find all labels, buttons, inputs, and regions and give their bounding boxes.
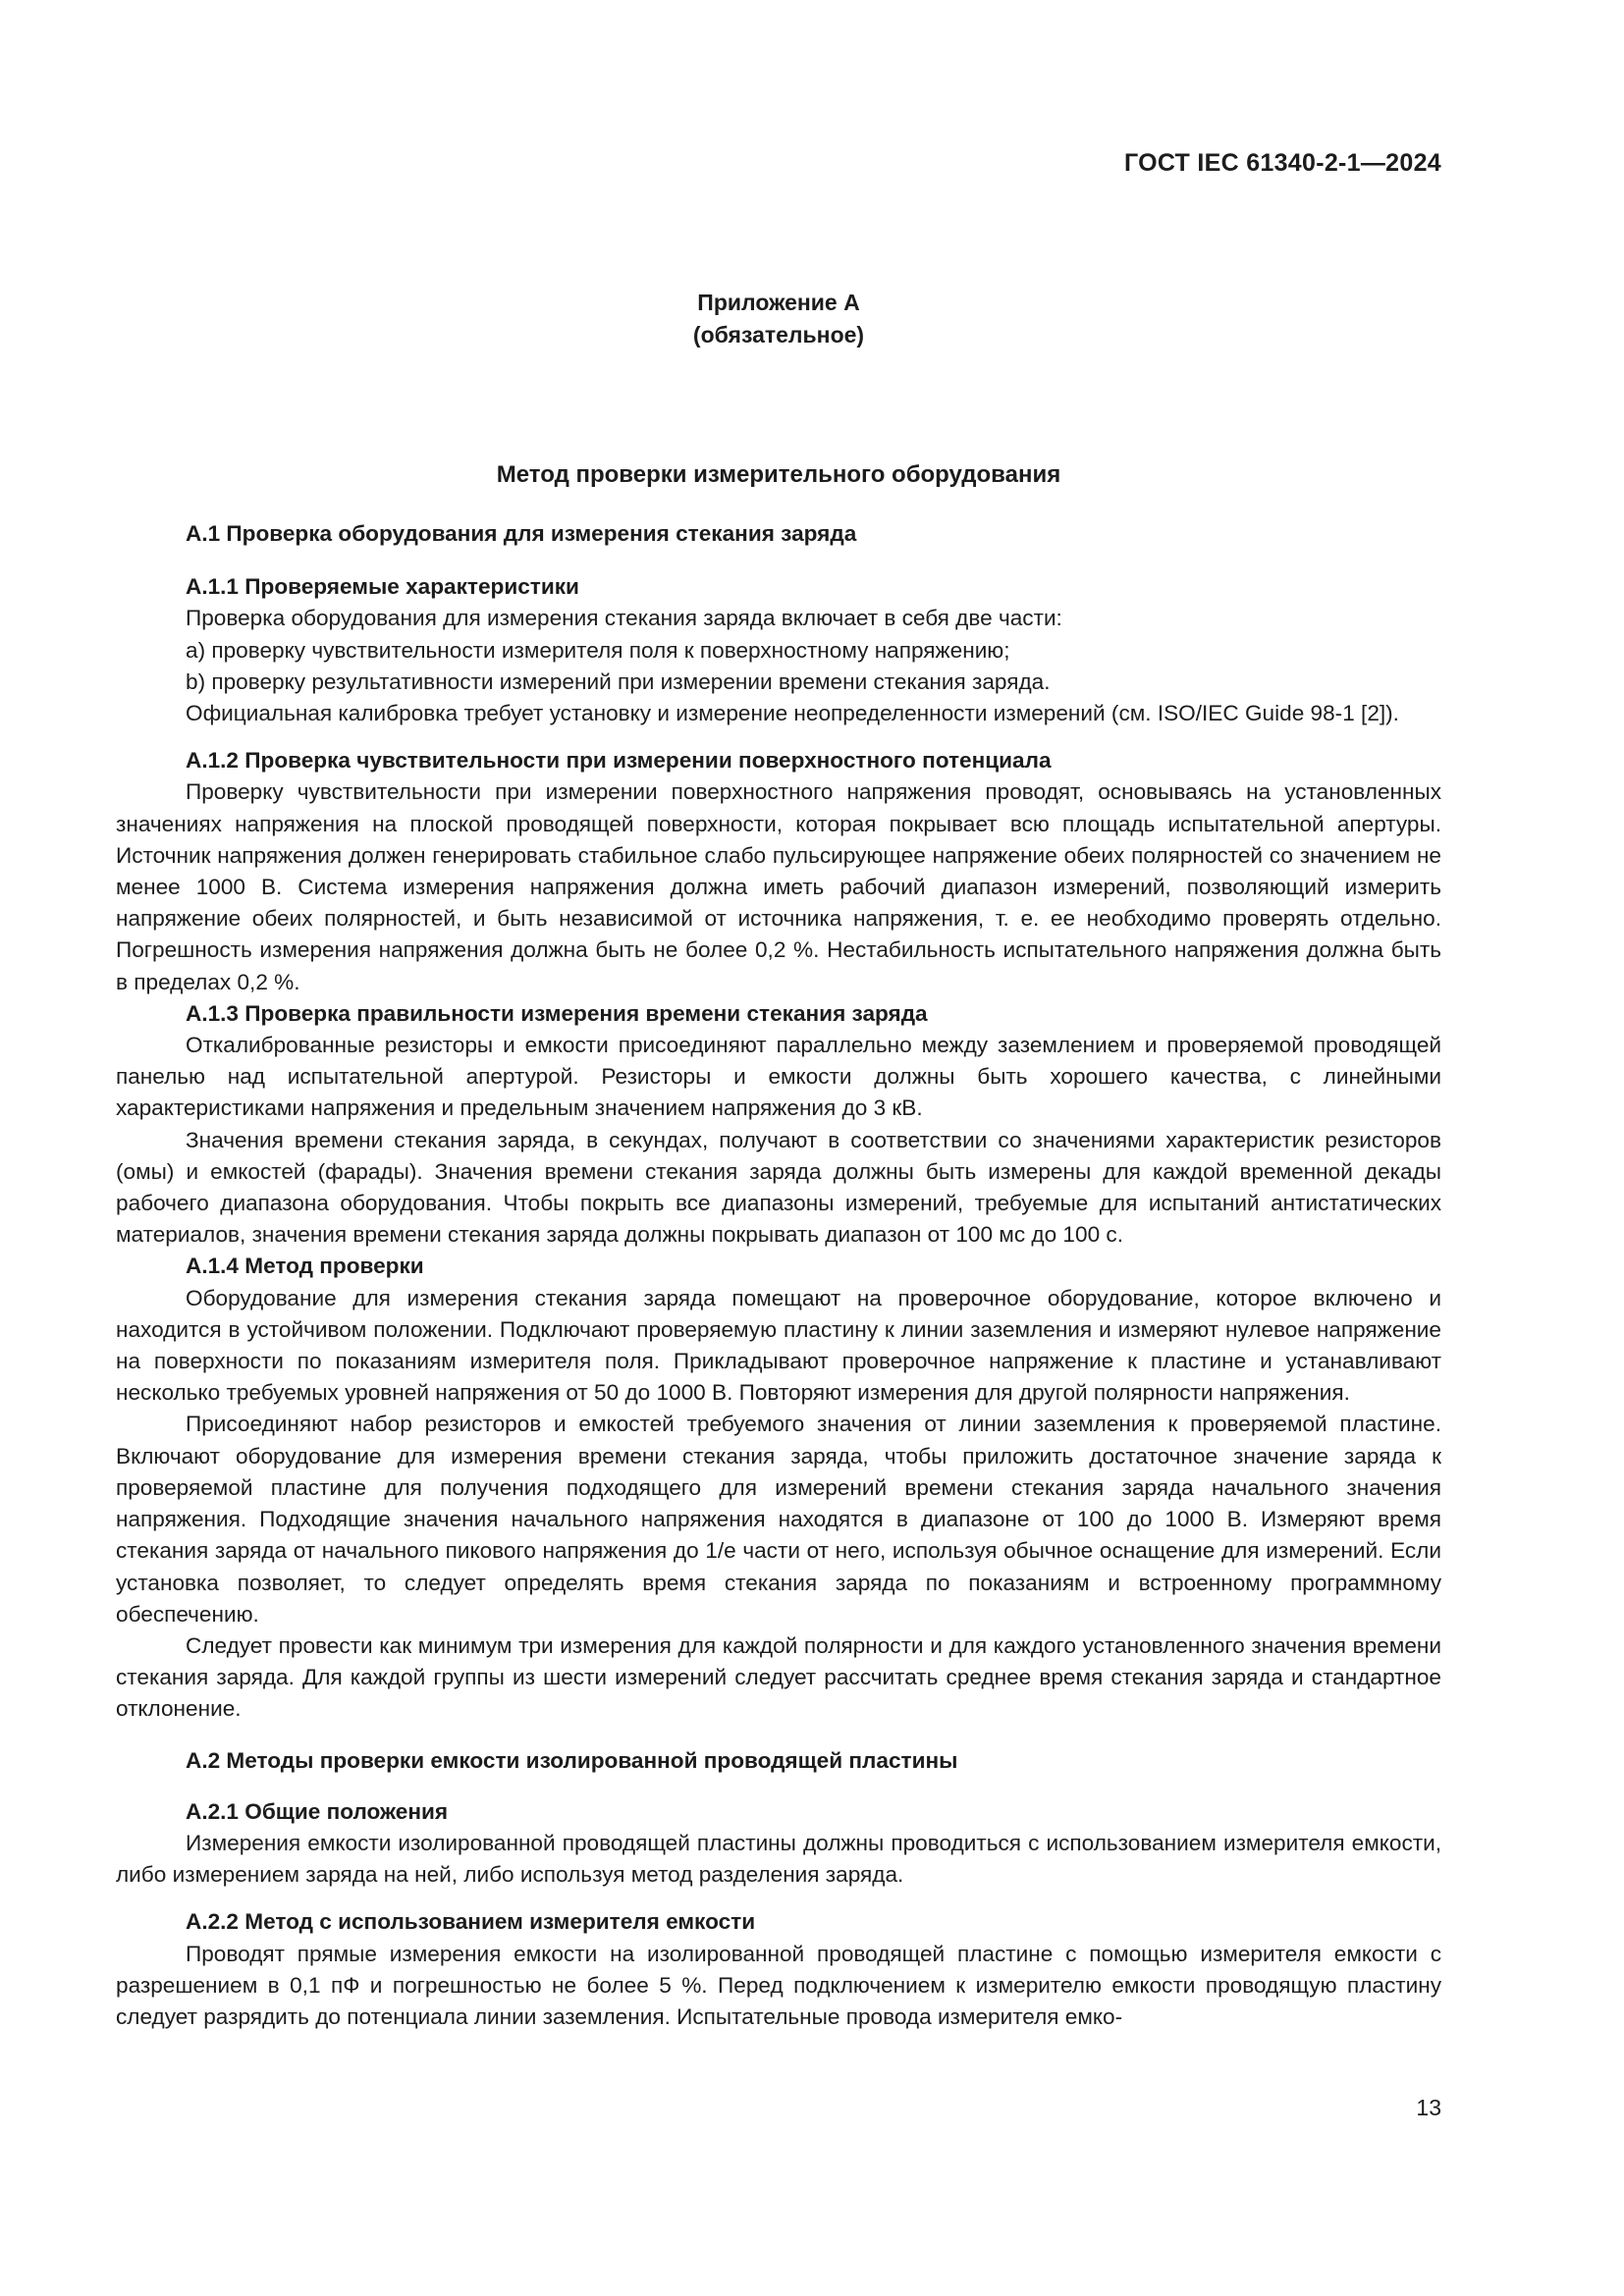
section-a22-heading: А.2.2 Метод с использованием измерителя емкости bbox=[186, 1909, 756, 1935]
section-a21-heading: А.2.1 Общие положения bbox=[186, 1798, 449, 1824]
section-a13-paragraph-1: Откалиброванные резисторы и емкости присоединяют параллельно между заземлением и проверяемой проводящей панелью над испытательной апертурой. Резисторы и емкости должны быть хорошего качества, с линейными характеристиками напряжения и предельным значением напряжения до 3 кВ. bbox=[116, 1033, 1441, 1121]
section-a1-heading: А.1 Проверка оборудования для измерения стекания заряда bbox=[186, 521, 857, 546]
section-a21-paragraph: Измерения емкости изолированной проводящей пластины должны проводиться с использованием измерителя емкости, либо измерением заряда на ней, либо используя метод разделения заряда. bbox=[116, 1830, 1441, 1888]
section-a11-calibration-paragraph: Официальная калибровка требует установку и измерение неопределенности измерений (см. ISO/IEC Guide 98-1 [2]). bbox=[186, 701, 1399, 726]
section-a11-item-a: a) проверку чувствительности измерителя поля к поверхностному напряжению; bbox=[186, 637, 1010, 663]
section-a11-heading: А.1.1 Проверяемые характеристики bbox=[186, 574, 579, 600]
section-a14-paragraph-2: Присоединяют набор резисторов и емкостей требуемого значения от линии заземления к проверяемой пластине. Включают оборудование для измерения времени стекания заряда, чтобы приложить достаточное значение заряда к проверяемой пластине для получения подходящего для измерений времени стекания заряда начального значения напряжения. Подходящие значения начального напряжения находятся в диапазоне от 100 до 1000 В. Измеряют время стекания заряда от начального пикового напряжения до 1/e части от него, используя обычное оснащение для измерений. Если установка позволяет, то следует определять время стекания заряда по показаниям и встроенному программному обеспечению. bbox=[116, 1412, 1441, 1627]
section-a14-heading: А.1.4 Метод проверки bbox=[186, 1254, 424, 1279]
annex-status: (обязательное) bbox=[692, 322, 865, 347]
section-a13-heading: А.1.3 Проверка правильности измерения времени стекания заряда bbox=[186, 1000, 928, 1026]
page-number: 13 bbox=[1416, 2095, 1441, 2120]
section-a22-paragraph: Проводят прямые измерения емкости на изолированной проводящей пластине с помощью измерителя емкости с разрешением в 0,1 пФ и погрешностью не более 5 %. Перед подключением к измерителю емкости проводящую пластину следует разрядить до потенциала линии заземления. Испытательные провода измерителя емко- bbox=[116, 1941, 1441, 2029]
section-a14-paragraph-1: Оборудование для измерения стекания заряда помещают на проверочное оборудование, которое включено и находится в устойчивом положении. Подключают проверяемую пластину к линии заземления и измеряют нулевое напряжение на поверхности по показаниям измерителя поля. Прикладывают проверочное напряжение к пластине и устанавливают несколько требуемых уровней напряжения от 50 до 1000 В. Повторяют измерения для другой полярности напряжения. bbox=[116, 1285, 1441, 1406]
annex-main-title: Метод проверки измерительного оборудования bbox=[496, 461, 1061, 488]
section-a11-item-b: b) проверку результативности измерений при измерении времени стекания заряда. bbox=[186, 668, 1051, 694]
section-a11-intro: Проверка оборудования для измерения стекания заряда включает в себя две части: bbox=[186, 606, 1062, 631]
section-a2-heading: А.2 Методы проверки емкости изолированной проводящей пластины bbox=[186, 1747, 958, 1773]
section-a12-heading: А.1.2 Проверка чувствительности при измерении поверхностного потенциала bbox=[186, 748, 1052, 774]
section-a13-paragraph-2: Значения времени стекания заряда, в секундах, получают в соответствии со значениями характеристик резисторов (омы) и емкостей (фарады). Значения времени стекания заряда должны быть измерены для каждой временной декады рабочего диапазона оборудования. Чтобы покрыть все диапазоны измерений, требуемые для испытаний антистатических материалов, значения времени стекания заряда должны покрывать диапазон от 100 мс до 100 с. bbox=[116, 1127, 1441, 1248]
document-page bbox=[116, 0, 1441, 2296]
section-a14-paragraph-3: Следует провести как минимум три измерения для каждой полярности и для каждого установленного значения времени стекания заряда. Для каждой группы из шести измерений следует рассчитать среднее время стекания заряда и стандартное отклонение. bbox=[116, 1632, 1441, 1722]
annex-heading bbox=[116, 287, 1441, 351]
section-a12-paragraph: Проверку чувствительности при измерении поверхностного напряжения проводят, основываясь на установленных значениях напряжения на плоской проводящей поверхности, которая покрывает всю площадь испытательной апертуры. Источник напряжения должен генерировать стабильное слабо пульсирующее напряжение обеих полярностей со значением не менее 1000 В. Система измерения напряжения должна иметь рабочий диапазон измерений, позволяющий измерить напряжение обеих полярностей, и быть независимой от источника напряжения, т. е. ее необходимо проверять отдельно. Погрешность измерения напряжения должна быть не более 0,2 %. Нестабильность испытательного напряжения должна быть в пределах 0,2 %. bbox=[116, 779, 1441, 994]
document-body bbox=[116, 518, 1441, 2033]
document-number: ГОСТ IEC 61340-2-1—2024 bbox=[1123, 149, 1441, 177]
annex-title: Приложение А bbox=[697, 290, 860, 315]
